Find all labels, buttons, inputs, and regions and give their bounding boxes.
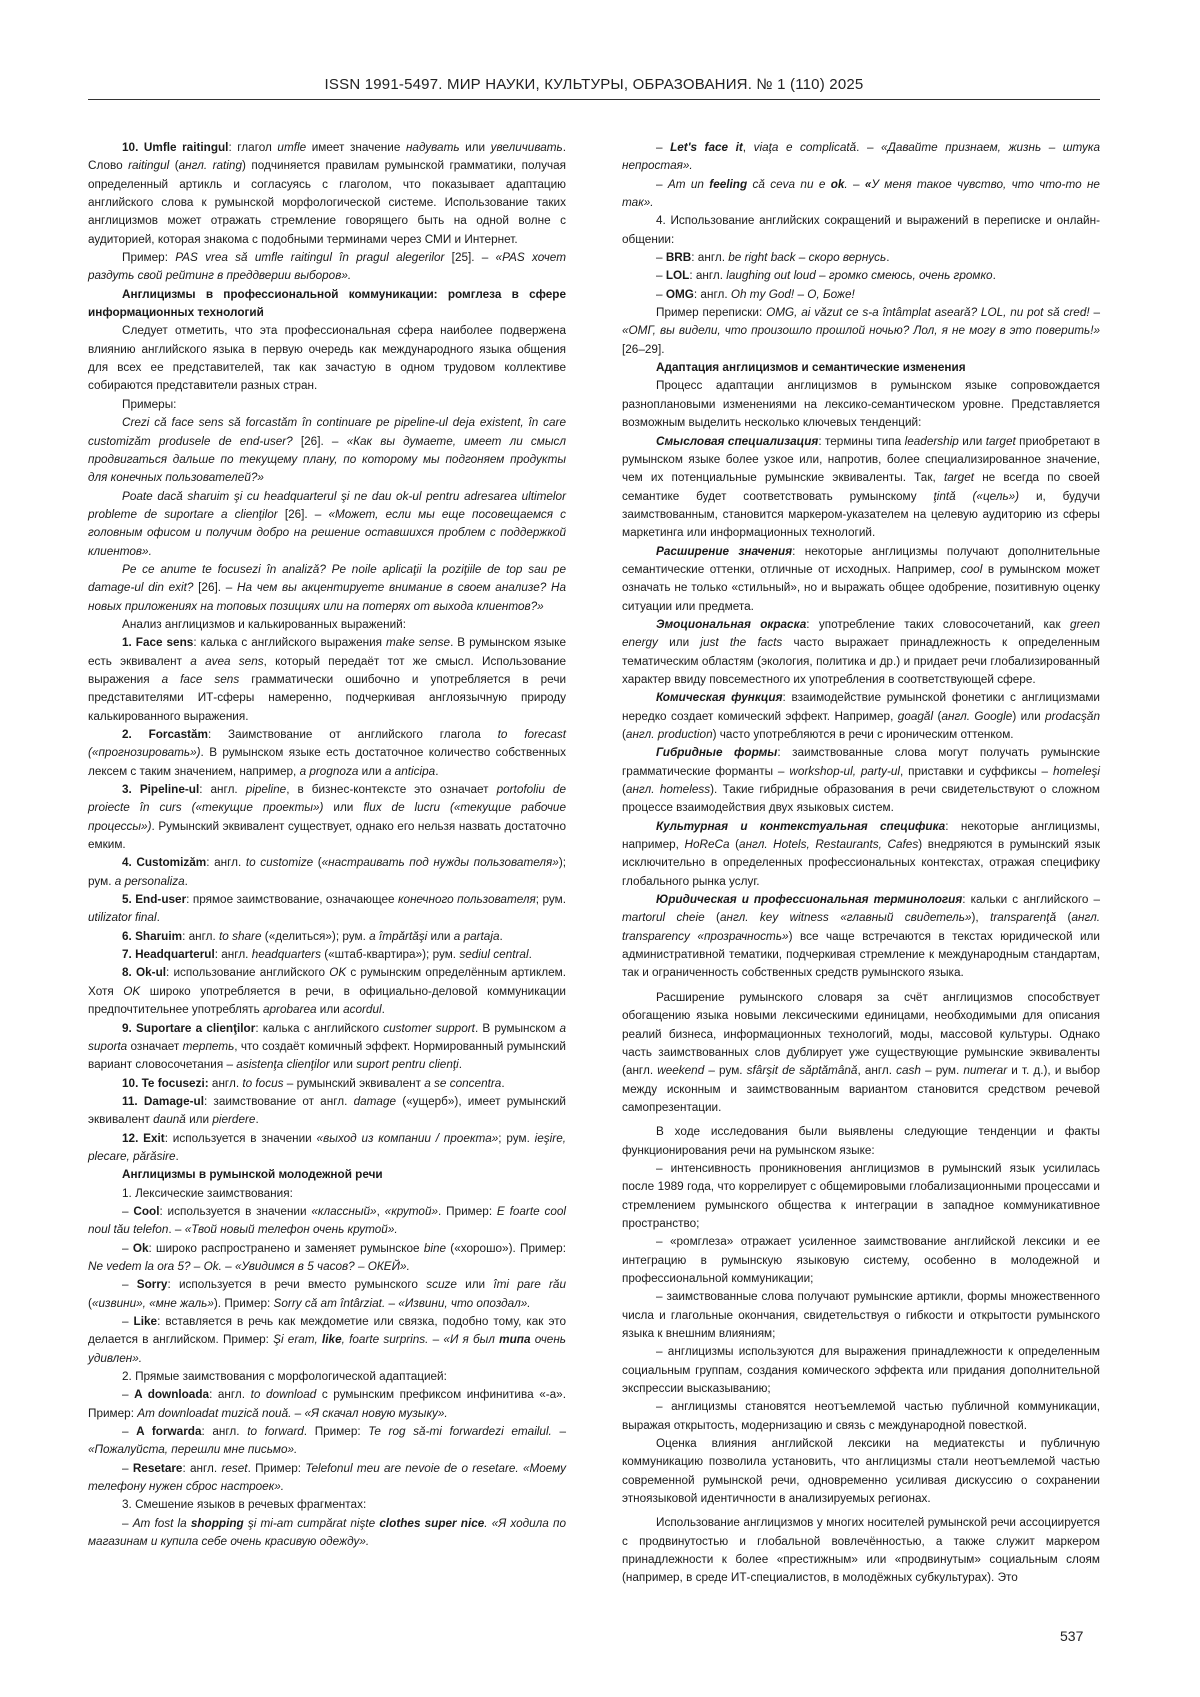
paragraph: Pe ce anume te focusezi în analiză? Pe noile aplicaţii la poziţiile de top sau pe damage-ul din exit? [26]. – На чем вы акцентируете внимание в своем анализе? На новых приложениях на топовых позициях или на потерях от выхода клиентов?»	[88, 562, 566, 613]
section-heading: Англицизмы в профессиональной коммуникации: ромглеза в сфере информационных технологий	[88, 287, 566, 320]
paragraph: Расширение значения: некоторые англицизмы получают дополнительные семантические оттенки, отличные от исходных. Например, cool в румынском может означать не только «стильный», но и выражать общее одобрение, позитивную оценку ситуации или предмета.	[622, 544, 1100, 613]
list-item: – OMG: англ. Oh my God! – О, Боже!	[656, 287, 855, 301]
list-item: 2. Forcastăm: Заимствование от английского глагола to forecast («прогнозировать»). В румынском языке есть достаточное количество собственных лексем с таким значением, например, a prognoza или a anticipa.	[88, 728, 566, 778]
list-item: – «ромглеза» отражает усиленное заимствование английской лексики и ее интеграцию в румынскую языковую систему, особенно в молодежной и профессиональной коммуникации;	[622, 1235, 1100, 1285]
running-header: ISSN 1991-5497. МИР НАУКИ, КУЛЬТУРЫ, ОБРАЗОВАНИЯ. № 1 (110) 2025	[324, 76, 864, 93]
page-number: 537	[1060, 1628, 1084, 1644]
paragraph: Оценка влияния английской лексики на медиатексты и публичную коммуникацию позволила установить, что англицизмы стали неотъемлемой частью современной румынской речи, одновременно усиливая дискуссию о сохранении этноязыковой идентичности в анализируемых регионах.	[622, 1437, 1100, 1506]
section-heading: Адаптация англицизмов и семантические изменения	[656, 361, 966, 375]
list-item: 7. Headquarterul: англ. headquarters («штаб-квартира»); рум. sediul central.	[122, 948, 532, 962]
paragraph: Гибридные формы: заимствованные слова могут получать румынские грамматические форманты – workshop-ul, party-ul, приставки и суффиксы – homeleşi (англ. homeless). Такие гибридные образования в речи свидетельствуют о сложном процессе взаимодействия двух языковых систем.	[622, 746, 1100, 815]
list-item: 8. Ok-ul: использование английского OK с румынским определённым артиклем. Хотя OK широко употребляется в речи, в официально-деловой коммуникации предпочтительнее употреблять aprobarea или acordul.	[88, 966, 566, 1017]
paragraph: Культурная и контекстуальная специфика: некоторые англицизмы, например, HoReCa (англ. Hotels, Restaurants, Cafes) внедряются в румынский язык исключительно в определенных профессиональных контекстах, отражая специфику глобального рынка услуг.	[622, 819, 1100, 888]
paragraph: Процесс адаптации англицизмов в румынском языке сопровождается разноплановыми изменениями на лексико-семантическом уровне. Представляется возможным выделить несколько ключевых тенденций:	[622, 379, 1100, 430]
paragraph: Пример переписки: OMG, ai văzut ce s-a întâmplat aseară? LOL, nu pot să cred! – «ОМГ, вы видели, что произошло прошлой ночью? Лол, я не могу в это поверить!» [26–29].	[622, 306, 1100, 356]
list-item: – BRB: англ. be right back – скоро вернусь.	[656, 251, 890, 265]
list-item: 10. Te focusezi: англ. to focus – румынский эквивалент a se concentra.	[122, 1076, 505, 1090]
list-item: – англицизмы становятся неотъемлемой частью публичной коммуникации, выражая открытость, модернизацию и связь с международной повесткой.	[622, 1400, 1100, 1432]
list-item: – A downloada: англ. to download с румынским префиксом инфинитива «-a». Пример: Am downloadat muzică nouă. – «Я скачал новую музыку».	[88, 1388, 566, 1420]
list-item: – англицизмы используются для выражения принадлежности к определенным социальным группам, создания комического эффекта или придания дополнительной экспрессии высказыванию;	[622, 1345, 1100, 1396]
paragraph: Юридическая и профессиональная терминология: кальки с английского – martorul cheie (англ. key witness «главный свидетель»), transparenţă (англ. transparency «прозрачность») все чаще встречаются в текстах юридической или административной тематики, подчеркивая стремление к международным стандартам, так и ограниченность собственных средств румынского языка.	[622, 893, 1101, 980]
section-heading: Англицизмы в румынской молодежной речи	[122, 1168, 383, 1182]
paragraph: Crezi că face sens să forcastăm în continuare pe pipeline-ul deja existent, în care customizăm produsele de end-user? [26]. – «Как вы думаете, имеет ли смысл продвигаться дальше по текущему плану, по которому мы подгоняем продукты для конечных пользователей?»	[88, 416, 566, 485]
list-item: 5. End-user: прямое заимствование, означающее конечного пользователя; рум. utilizator final.	[88, 893, 566, 925]
paragraph: Пример: PAS vrea să umfle raitingul în pragul alegerilor [25]. – «PAS хочет раздуть свой рейтинг в преддверии выборов».	[88, 251, 566, 283]
paragraph: Использование англицизмов у многих носителей румынской речи ассоциируется с продвинутостью и глобальной вовлечённостью, а также служит маркером принадлежности к более «престижным» или «продвинутым» социальным слоям (например, в среде ИТ-специалистов, в молодёжных субкультурах). Это	[622, 1516, 1100, 1585]
list-item: 1. Face sens: калька с английского выражения make sense. В румынском языке есть эквивалент a avea sens, который передаёт тот же смысл. Использование выражения a face sens грамматически ошибочно и употребляется в речи представителями ИТ-сферы намеренно, подчеркивая англоязычную природу калькированного выражения.	[88, 636, 567, 723]
list-item: – заимствованные слова получают румынские артикли, формы множественного числа и глагольные окончания, свидетельствуя о гибкости и открытости румынского языка к внешним влияниям;	[622, 1290, 1100, 1340]
list-item: 9. Suportare a clienţilor: калька с английского customer support. В румынском a suporta означает терпеть, что создаёт комичный эффект. Нормированный румынский вариант словосочетания – asistenţa clienţilor или suport pentru clienţi.	[88, 1021, 567, 1072]
list-item: – интенсивность проникновения англицизмов в румынский язык усилилась после 1989 года, что коррелирует с общемировыми глобализационными процессами и стремлением румынского общества к интеграции в западное коммуникативное пространство;	[622, 1161, 1100, 1230]
list-item: – Let's face it, viaţa e complicată. – «Давайте признаем, жизнь – штука непростая».	[622, 141, 1100, 173]
list-item: 6. Sharuim: англ. to share («делиться»); рум. a împărtăşi или a partaja.	[122, 929, 503, 943]
list-item: 11. Damage-ul: заимствование от англ. damage («ущерб»), имеет румынский эквивалент daună или pierdere.	[88, 1094, 566, 1127]
paragraph: Следует отметить, что эта профессиональная сфера наиболее подвержена влиянию английского языка в первую очередь как международного языка общения для всех ее представителей, так как зачастую в одном трудовом коллективе собираются представители разных стран.	[88, 324, 566, 393]
list-item: – Resetare: англ. reset. Пример: Telefonul meu are nevoie de o resetare. «Моему телефону нужен сброс настроек».	[88, 1461, 567, 1494]
left-column	[88, 139, 566, 1551]
list-item: – Ok: широко распространено и заменяет румынское bine («хорошо»). Пример: Ne vedem la ora 5? – Ok. – «Увидимся в 5 часов? – ОКЕЙ».	[88, 1241, 566, 1273]
right-column	[622, 139, 1100, 1588]
paragraph: Расширение румынского словаря за счёт англицизмов способствует обогащению языка новыми лексическими единицами, необходимыми для описания реалий бизнеса, информационных технологий, моды, массовой культуры. Однако часть заимствованных слов дублирует уже существующие румынские эквиваленты (англ. weekend – рум. sfârşit de săptămână, англ. cash – рум. numerar и т. д.), и выбор между исконным и заимствованным вариантом становится средством речевой самопрезентации.	[622, 990, 1100, 1114]
paragraph: Смысловая специализация: термины типа leadership или target приобретают в румынском языке более узкое или, напротив, более специализированное значение, чем их потенциальные румынские эквиваленты. Так, target не всегда по своей семантике будет соответствовать румынскому ţintă («цель») и, будучи заимствованным, становится маркером-указателем на целевую аудиторию из сферы маркетинга или информационных технологий.	[622, 434, 1101, 540]
paragraph: 10. Umfle raitingul: глагол umfle имеет значение надувать или увеличивать. Слово raitingul (англ. rating) подчиняется правилам румынской грамматики, получая определенный артикль и согласуясь с глаголом, что показывает адаптацию английского слова к румынской морфологической системе. Использование таких англицизмов может отражать стремление говорящего быть на одной волне с аудиторией, которая знакома с подобными терминами через СМИ и Интернет.	[88, 141, 566, 246]
list-item: – Like: вставляется в речь как междометие или связка, подобно тому, как это делается в английском. Пример: Şi eram, like, foarte surprins. – «И я был типа очень удивлен».	[88, 1315, 566, 1365]
paragraph: 2. Прямые заимствования с морфологической адаптацией:	[122, 1370, 447, 1384]
paragraph: Примеры:	[122, 397, 177, 411]
list-item: – Sorry: используется в речи вместо румынского scuze или îmi pare rău («извини», «мне жаль»). Пример: Sorry că am întârziat. – «Извини, что опоздал».	[88, 1278, 566, 1310]
paragraph: Poate dacă sharuim şi cu headquarterul şi ne dau ok-ul pentru adresarea ultimelor probleme de suportare a clienţilor [26]. – «Может, если мы еще посовещаемся с головным офисом и получим добро на решение оставшихся проблем с поддержкой клиентов».	[88, 489, 566, 558]
paragraph: Эмоциональная окраска: употребление таких словосочетаний, как green energy или just the facts часто выражает принадлежность к определенным тематическим областям (экология, политика и др.) и придает речи глобализированный характер ввиду повсеместного их употребления в соответствующей сфере.	[622, 617, 1100, 686]
list-item: 12. Exit: используется в значении «выход из компании / проекта»; рум. ieşire, plecare, părăsire.	[88, 1131, 566, 1163]
header-rule	[88, 99, 1100, 100]
list-item: 3. Pipeline-ul: англ. pipeline, в бизнес-контексте это означает portofoliu de proiecte în curs («текущие проекты») или flux de lucru («текущие рабочие процессы»). Румынский эквивалент существует, однако его нельзя назвать достаточно емким.	[88, 783, 566, 852]
paragraph: Анализ англицизмов и калькированных выражений:	[122, 617, 406, 631]
list-item: 4. Customizăm: англ. to customize («настраивать под нужды пользователя»); рум. a personaliza.	[88, 856, 567, 888]
list-item: – Cool: используется в значении «классный», «крутой». Пример: E foarte cool noul tău telefon. – «Твой новый телефон очень крутой».	[88, 1204, 567, 1237]
list-item: – Am un feeling că ceva nu e ok. – «У меня такое чувство, что что-то не так».	[622, 177, 1100, 210]
list-item: – A forwarda: англ. to forward. Пример: Te rog să-mi forwardezi emailul. – «Пожалуйста, перешли мне письмо».	[88, 1425, 566, 1457]
paragraph: 1. Лексические заимствования:	[122, 1186, 293, 1200]
paragraph: Комическая функция: взаимодействие румынской фонетики с англицизмами нередко создает комический эффект. Например, goagăl (англ. Google) или prodacşăn (англ. production) часто употребляются в речи с ироническим оттенком.	[622, 691, 1100, 741]
paragraph: 3. Смешение языков в речевых фрагментах:	[122, 1498, 367, 1512]
list-item: – LOL: англ. laughing out loud – громко смеюсь, очень громко.	[656, 269, 996, 283]
paragraph: 4. Использование английских сокращений и выражений в переписке и онлайн-общении:	[622, 214, 1100, 246]
list-item: – Am fost la shopping şi mi-am cumpărat nişte clothes super nice. «Я ходила по магазинам и купила себе очень красивую одежду».	[88, 1516, 566, 1549]
paragraph: В ходе исследования были выявлены следующие тенденции и факты функционирования речи на румынском языке:	[622, 1125, 1100, 1157]
